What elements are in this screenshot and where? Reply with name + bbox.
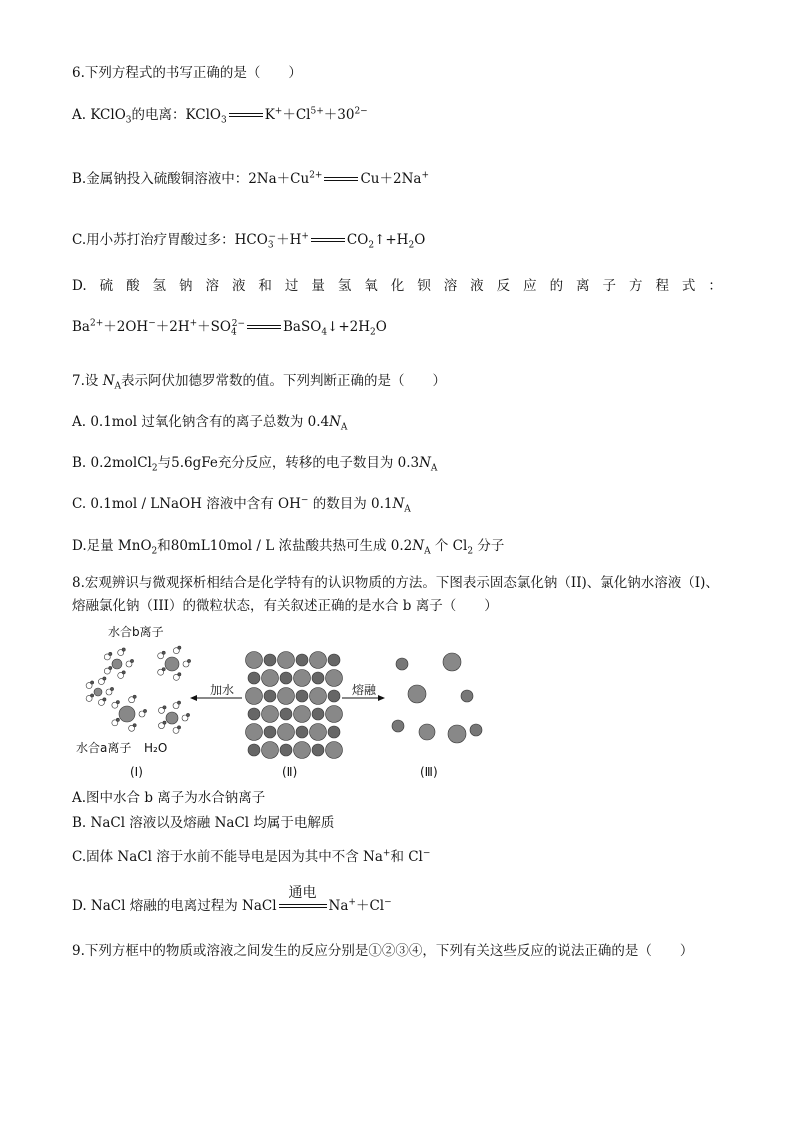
hydrated-ion-core: [166, 712, 178, 724]
q6-d-char: D.: [72, 278, 87, 294]
q6-d-char: 溶: [443, 278, 458, 294]
q7-option-d: D.足量 MnO$_2$和80mL10mol / L 浓盐酸共热可生成 $0.2N_A$ 个 $Cl_2$ 分子: [72, 538, 505, 557]
q6-d-char: 和: [258, 278, 272, 294]
water-hydrogen: [91, 681, 94, 684]
sodium-ion: [312, 672, 324, 684]
q8-stem-line2: 熔融氯化钠（III）的微粒状态，有关叙述正确的是水合 b 离子（ ）: [72, 598, 498, 614]
sodium-ion: [296, 654, 308, 666]
q6-d-char: 量: [311, 278, 325, 294]
q6-d-char: 程: [655, 278, 669, 294]
water-hydrogen: [187, 659, 190, 662]
sodium-ion: [328, 726, 340, 738]
water-hydrogen: [122, 648, 125, 651]
hydrated-ion-core: [112, 659, 122, 669]
sodium-ion: [312, 744, 324, 756]
q6-d-char: 溶: [205, 278, 219, 294]
label-melt: 熔融: [352, 683, 377, 697]
sodium-ion: [248, 672, 260, 684]
chloride-ion: [278, 688, 295, 705]
water-hydrogen: [178, 673, 181, 676]
water-hydrogen: [109, 666, 112, 669]
q6-d-char: 反: [496, 278, 511, 294]
sodium-ion: [328, 690, 340, 702]
q6-d-char: 液: [470, 278, 484, 294]
sodium-ion: [312, 708, 324, 720]
water-hydrogen: [177, 726, 180, 729]
chloride-ion: [419, 724, 435, 740]
water-hydrogen: [103, 698, 106, 701]
sodium-ion: [328, 654, 340, 666]
chloride-ion: [448, 725, 466, 743]
chloride-ion: [310, 652, 327, 669]
sodium-ion: [264, 654, 276, 666]
sodium-ion: [248, 708, 260, 720]
water-hydrogen: [116, 701, 119, 704]
hydrated-ion-core: [119, 706, 135, 722]
q6-option-c: C.用小苏打治疗胃酸过多：$HCO_3^-+H^+$ $CO_2↑+H_2O$: [72, 231, 426, 251]
label-hydrated-b-ion: 水合b离子: [108, 625, 164, 639]
label-water: H₂O: [144, 741, 168, 755]
melt-arrowhead: [378, 695, 385, 701]
hydrated-ion-core: [94, 688, 102, 696]
q7-stem: 7.设 $N_A$表示阿伏加德罗常数的值。下列判断正确的是（ ）: [72, 373, 446, 392]
q6-d-char: 氢: [337, 278, 352, 294]
panel-1-label: (Ⅰ): [130, 765, 143, 779]
q8-option-b: B. NaCl 溶液以及熔融 NaCl 均属于电解质: [72, 815, 335, 831]
water-hydrogen: [109, 652, 112, 655]
sodium-ion: [470, 724, 482, 736]
q6-d-char: 钡: [417, 278, 431, 294]
q6-d-char: 硫: [99, 278, 114, 294]
sodium-ion: [296, 690, 308, 702]
chloride-ion: [443, 653, 461, 671]
panel-3-label: (Ⅲ): [420, 765, 438, 779]
chloride-ion: [262, 742, 279, 759]
q6-d-char: 液: [231, 278, 246, 294]
panel-1-solution-particles: [86, 646, 190, 733]
q7-option-c: C. 0.1mol / LNaOH 溶液中含有 OH− 的数目为 $0.1N_A$: [72, 495, 411, 515]
water-hydrogen: [163, 706, 166, 709]
q6-option-d-equation: $Ba^{2+}+2OH^-+2H^++SO_4^{2-}$ $BaSO_4↓+2H_2O$: [72, 318, 387, 338]
label-add-water: 加水: [210, 683, 235, 697]
q6-d-char: 方: [628, 278, 643, 294]
water-hydrogen: [133, 724, 136, 727]
q6-d-char: 的: [549, 278, 564, 294]
electrolysis-label: 通电: [288, 885, 317, 901]
water-hydrogen: [143, 709, 146, 712]
q6-d-char: 子: [602, 278, 617, 294]
water-hydrogen: [133, 695, 136, 698]
chloride-ion: [262, 706, 279, 723]
sodium-ion: [248, 744, 260, 756]
q6-d-char: 离: [576, 278, 590, 294]
add-water-arrowhead: [190, 695, 197, 701]
chloride-ion: [278, 724, 295, 741]
chloride-ion: [294, 742, 311, 759]
chloride-ion: [326, 706, 343, 723]
water-hydrogen: [162, 651, 165, 654]
water-hydrogen: [110, 687, 113, 690]
q7-option-a: A. 0.1mol 过氧化钠含有的离子总数为 $0.4N_A$: [72, 414, 348, 433]
water-hydrogen: [116, 718, 119, 721]
sodium-ion: [296, 726, 308, 738]
panel-2-solid-lattice: [246, 652, 343, 759]
panel-3-molten-particles: [392, 653, 482, 743]
q6-d-char: 过: [284, 278, 299, 294]
chloride-ion: [326, 742, 343, 759]
label-hydrated-a-ion: 水合a离子: [76, 741, 132, 755]
water-hydrogen: [122, 671, 125, 674]
q6-option-d-text: [72, 277, 722, 295]
q6-option-b: B.金属钠投入硫酸铜溶液中：$2Na+Cu^{2+}$ Cu＋2Na+: [72, 170, 429, 187]
chloride-ion: [408, 685, 426, 703]
q6-d-char: 氢: [152, 278, 167, 294]
q6-d-char: 化: [390, 278, 405, 294]
sodium-ion: [461, 690, 473, 702]
q6-option-a: A. KClO$_3$的电离：KClO$_3$ $K^++Cl^{5+}+30^{2-}$: [72, 106, 368, 126]
q6-d-char: 钠: [179, 278, 193, 294]
chloride-ion: [246, 724, 263, 741]
sodium-ion: [280, 708, 292, 720]
q8-option-d: D. NaCl 熔融的电离过程为 NaCl 通电 Na+＋Cl−: [72, 885, 392, 914]
q8-option-c: C.固体 NaCl 溶于水前不能导电是因为其中不含 Na+和 Cl−: [72, 848, 431, 865]
chloride-ion: [246, 688, 263, 705]
chloride-ion: [294, 670, 311, 687]
water-hydrogen: [186, 713, 189, 716]
q6-d-char: 酸: [126, 278, 140, 294]
panel-2-label: (Ⅱ): [282, 765, 298, 779]
q6-d-char: 式: [681, 278, 696, 294]
nacl-particle-figure: [72, 622, 492, 792]
chloride-ion: [326, 670, 343, 687]
sodium-ion: [280, 744, 292, 756]
q6-d-char: 应: [523, 278, 537, 294]
water-hydrogen: [162, 668, 165, 671]
chloride-ion: [310, 724, 327, 741]
q6-d-char: 氧: [364, 278, 378, 294]
q8-option-a: A.图中水合 b 离子为水合钠离子: [72, 790, 266, 806]
sodium-ion: [392, 720, 404, 732]
q7-option-b: B. 0.2molCl$_2$与5.6gFe充分反应，转移的电子数目为 $0.3N_A$: [72, 455, 438, 474]
chloride-ion: [262, 670, 279, 687]
chloride-ion: [246, 652, 263, 669]
hydrated-ion-core: [165, 657, 179, 671]
sodium-ion: [264, 690, 276, 702]
water-hydrogen: [91, 694, 94, 697]
q6-stem: 6.下列方程式的书写正确的是（ ）: [72, 65, 302, 81]
q6-d-char: ：: [708, 278, 722, 294]
q8-stem-line1: 8.宏观辨识与微观探析相结合是化学特有的认识物质的方法。下图表示固态氯化钠（II)、氯化钠水溶液（I)、: [72, 575, 719, 591]
q9-stem: 9.下列方框中的物质或溶液之间发生的反应分别是①②③④，下列有关这些反应的说法正确的是（ ）: [72, 943, 694, 959]
chloride-ion: [294, 706, 311, 723]
sodium-ion: [396, 658, 408, 670]
sodium-ion: [280, 672, 292, 684]
sodium-ion: [264, 726, 276, 738]
chloride-ion: [278, 652, 295, 669]
water-hydrogen: [163, 721, 166, 724]
water-hydrogen: [177, 701, 180, 704]
chloride-ion: [310, 688, 327, 705]
water-hydrogen: [178, 646, 181, 649]
water-hydrogen: [103, 677, 106, 680]
water-hydrogen: [130, 659, 133, 662]
